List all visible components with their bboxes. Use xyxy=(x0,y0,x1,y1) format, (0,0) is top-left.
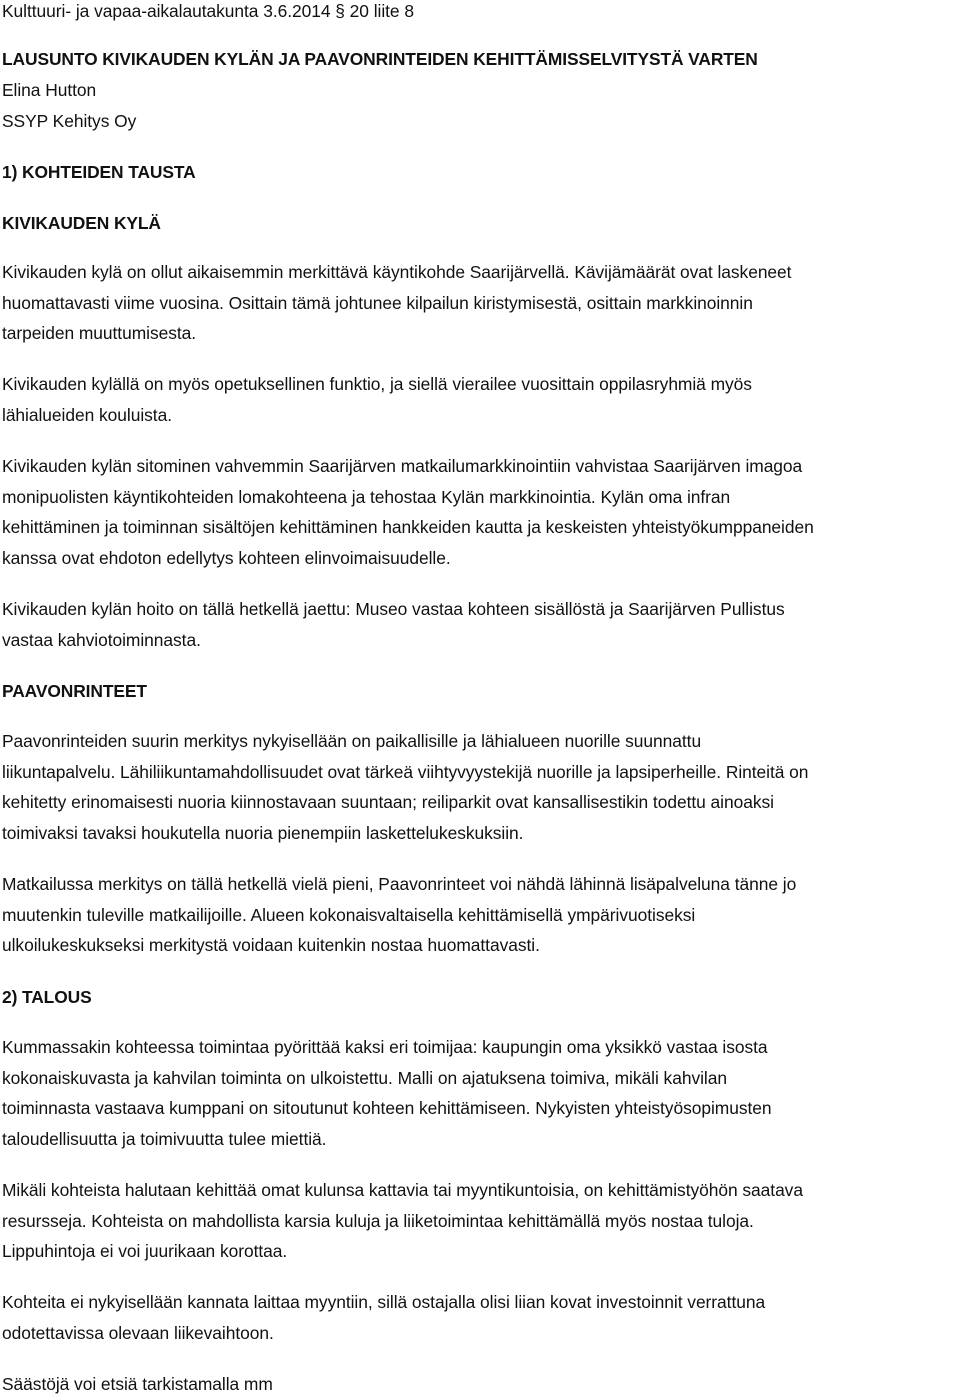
paragraph-line: liikuntapalvelu. Lähiliikuntamahdollisuudet ovat tärkeä viihtyvyystekijä nuorille ja lapsiperheille. Rinteitä on xyxy=(2,761,809,782)
paragraph xyxy=(2,1287,960,1348)
paragraph-line: Kivikauden kylä on ollut aikaisemmin merkittävä käyntikohde Saarijärvellä. Kävijämäärät ovat laskeneet xyxy=(2,262,792,282)
paragraph-line: kanssa ovat ehdoton edellytys kohteen elinvoimaisuudelle. xyxy=(2,548,451,569)
paragraph-line: tarpeiden muuttumisesta. xyxy=(2,323,197,344)
paragraph-line: monipuolisten käyntikohteiden lomakohteena ja tehostaa Kylän markkinointia. Kylän oma infran xyxy=(2,486,731,507)
paragraph xyxy=(2,726,960,849)
author-company: SSYP Kehitys Oy xyxy=(2,111,137,131)
paragraph-line: vastaa kahviotoiminnasta. xyxy=(2,629,201,650)
paragraph xyxy=(2,451,960,574)
paragraph-line: Paavonrinteiden suurin merkitys nykyisellään on paikallisille ja lähialueen nuorille suunnattu xyxy=(2,731,702,751)
paragraph-line: toimivaksi tavaksi houkutella nuoria pienempiin laskettelukeskuksiin. xyxy=(2,823,524,844)
paragraph-line: Kivikauden kylällä on myös opetuksellinen funktio, ja siellä vierailee vuosittain oppilasryhmiä myös xyxy=(2,374,752,394)
section-heading-talous: 2) TALOUS xyxy=(2,987,92,1007)
paragraph xyxy=(2,594,960,655)
paragraph-line: Kohteita ei nykyisellään kannata laittaa myyntiin, sillä ostajalla olisi liian kovat investoinnit verrattuna xyxy=(2,1292,766,1312)
paragraph-line: ulkoilukeskukseksi merkitystä voidaan kuitenkin nostaa huomattavasti. xyxy=(2,935,540,956)
document-title: LAUSUNTO KIVIKAUDEN KYLÄN JA PAAVONRINTEIDEN KEHITTÄMISSELVITYSTÄ VARTEN xyxy=(2,49,758,69)
paragraph-line: Säästöjä voi etsiä tarkistamalla mm xyxy=(2,1374,273,1394)
paragraph-line: muutenkin tuleville matkailijoille. Alueen kokonaisvaltaisella kehittämisellä ympärivuotiseksi xyxy=(2,904,696,925)
author-name: Elina Hutton xyxy=(2,80,97,100)
paragraph-line: kehittäminen ja toiminnan sisältöjen kehittäminen hankkeiden kautta ja keskeisten yhteistyökumppaneiden xyxy=(2,517,814,538)
paragraph xyxy=(2,869,960,961)
paragraph xyxy=(2,1175,960,1267)
document-reference: Kulttuuri- ja vapaa-aikalautakunta 3.6.2014 § 20 liite 8 xyxy=(2,1,414,21)
paragraph-line: Kummassakin kohteessa toimintaa pyörittää kaksi eri toimijaa: kaupungin oma yksikkö vastaa isosta xyxy=(2,1037,768,1057)
paragraph-line: toiminnasta vastaava kumppani on sitoutunut kohteen kehittämiseen. Nykyisten yhteistyösopimusten xyxy=(2,1098,772,1119)
paragraph-line: kehitetty erinomaisesti nuoria kiinnostavaan suuntaan; reiliparkit ovat kansallisestikin todettu ainoaksi xyxy=(2,792,774,813)
paragraph xyxy=(2,257,960,349)
paragraph-line: Matkailussa merkitys on tällä hetkellä vielä pieni, Paavonrinteet voi nähdä lähinnä lisäpalveluna tänne jo xyxy=(2,874,797,894)
paragraph-line: Kivikauden kylän hoito on tällä hetkellä jaettu: Museo vastaa kohteen sisällöstä ja Saarijärven Pullistus xyxy=(2,599,785,619)
subheading-paavonrinteet: PAAVONRINTEET xyxy=(2,681,147,701)
paragraph-line: Lippuhintoja ei voi juurikaan korottaa. xyxy=(2,1241,288,1262)
paragraph-line: taloudellisuutta ja toimivuutta tulee miettiä. xyxy=(2,1129,327,1150)
paragraph-line: huomattavasti viime vuosina. Osittain tämä johtunee kilpailun kiristymisestä, osittain markkinoinnin xyxy=(2,292,753,313)
paragraph-line: Kivikauden kylän sitominen vahvemmin Saarijärven matkailumarkkinointiin vahvistaa Saarijärven imagoa xyxy=(2,456,803,476)
paragraph-line: resursseja. Kohteista on mahdollista karsia kuluja ja liiketoimintaa kehittämällä myös nostaa tuloja. xyxy=(2,1210,754,1231)
paragraph xyxy=(2,1032,960,1155)
paragraph xyxy=(2,1369,960,1400)
subheading-kivikauden-kyla: KIVIKAUDEN KYLÄ xyxy=(2,213,161,233)
paragraph xyxy=(2,369,960,430)
paragraph-line: lähialueiden kouluista. xyxy=(2,404,172,425)
paragraph-line: kokonaiskuvasta ja kahvilan toiminta on ulkoistettu. Malli on ajatuksena toimiva, mikäli kahvilan xyxy=(2,1067,727,1088)
paragraph-line: Mikäli kohteista halutaan kehittää omat kulunsa kattavia tai myyntikuntoisia, on kehittämistyöhön saatava xyxy=(2,1180,803,1200)
section-heading-background: 1) KOHTEIDEN TAUSTA xyxy=(2,162,196,182)
paragraph-line: odotettavissa olevaan liikevaihtoon. xyxy=(2,1322,274,1343)
